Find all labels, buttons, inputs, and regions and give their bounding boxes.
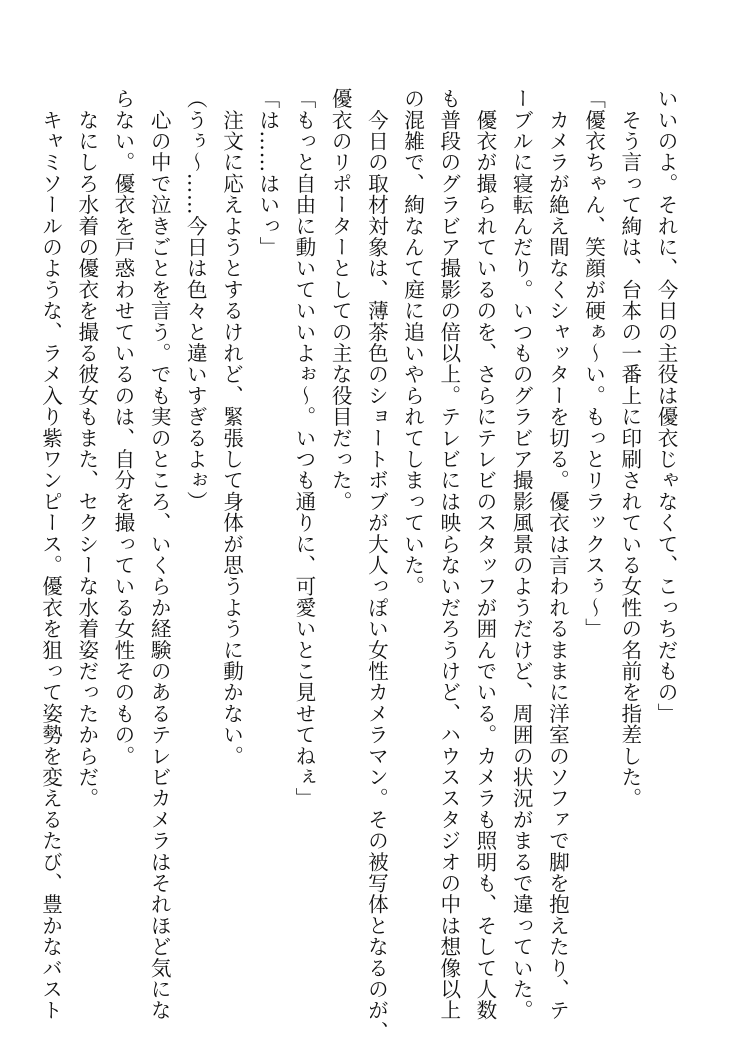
vertical-text-body (32, 88, 684, 1042)
text-line: 優衣が撮られているのを、さらにテレビのスタッフが囲んでいる。カメラも照明も、そして人数 (472, 88, 497, 1021)
text-line: 注文に応えようとするけれど、緊張して身体が思うように動かない。 (219, 88, 244, 767)
text-line: なにしろ水着の優衣を撮る彼女もまた、セクシーな水着姿だったからだ。 (74, 88, 99, 809)
text-line: （うぅ～……今日は色々と違いすぎるよぉ） (183, 88, 208, 512)
text-line: 「優衣ちゃん、笑顔が硬ぁ～い。もっとリラックスぅ～」 (581, 88, 606, 640)
text-line: らない。優衣を戸惑わせているのは、自分を撮っている女性そのもの。 (110, 88, 135, 767)
text-line: も普段のグラビア撮影の倍以上。テレビには映らないだろうけど、ハウススタジオの中は想像以上 (436, 88, 461, 1021)
text-line: の混雑で、絢なんて庭に追いやられてしまっていた。 (400, 88, 425, 597)
text-line: 「もっと自由に動いていいよぉ～。いつも通りに、可愛いとこ見せてねぇ」 (291, 88, 316, 809)
text-line: ーブルに寝転んだり。いつものグラビア撮影風景のようだけど、周囲の状況がまるで違っていた。 (509, 88, 534, 1021)
text-line: いいのよ。それに、今日の主役は優衣じゃなくて、こっちだもの」 (654, 88, 678, 724)
text-line: 「は……はいっ」 (255, 88, 280, 258)
text-line: 優衣のリポーターとしての主な役目だった。 (328, 88, 353, 512)
text-line: カメラが絶え間なくシャッターを切る。優衣は言われるままに洋室のソファで脚を抱えたり、テ (545, 88, 570, 1021)
text-line: 心の中で泣きごとを言う。でも実のところ、いくらか経験のあるテレビカメラはそれほど気にな (147, 88, 172, 1021)
text-line: キャミソールのような、ラメ入り紫ワンピース。優衣を狙って姿勢を変えるたび、豊かなバスト (38, 88, 63, 1021)
text-line: 今日の取材対象は、薄茶色のショートボブが大人っぽい女性カメラマン。その被写体となるのが、 (364, 88, 389, 1042)
text-line: そう言って絢は、台本の一番上に印刷されている女性の名前を指差した。 (617, 88, 642, 809)
